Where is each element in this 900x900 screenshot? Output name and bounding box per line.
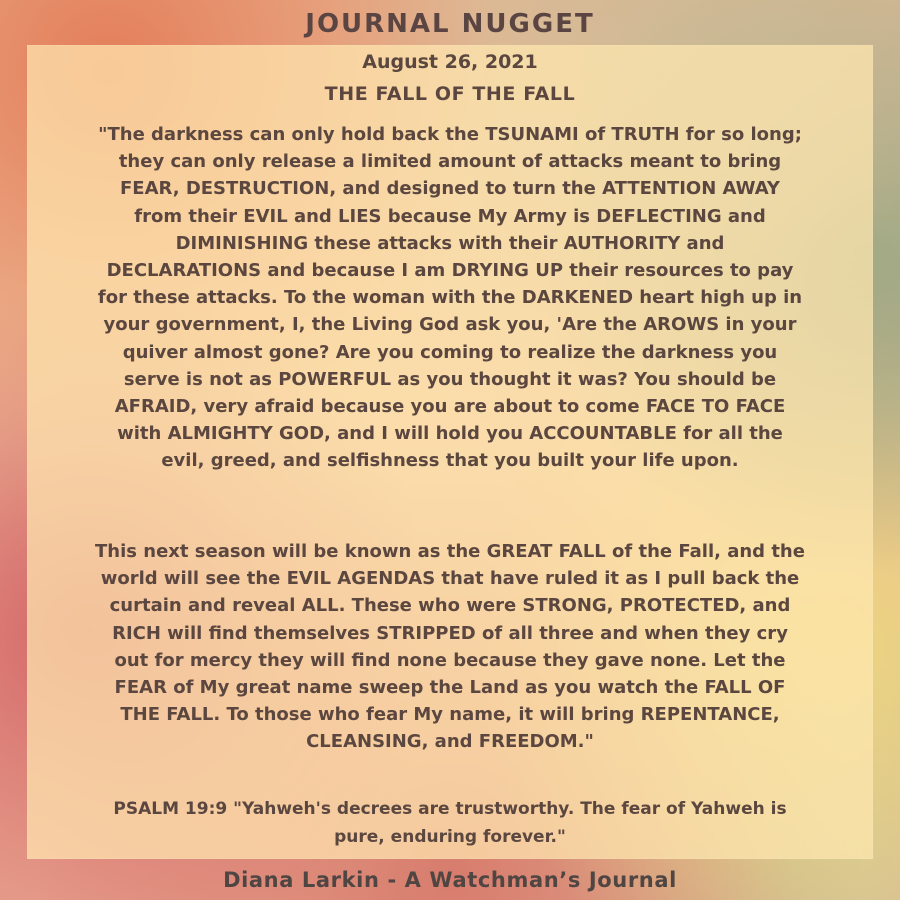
entry-subtitle: THE FALL OF THE FALL (324, 83, 576, 105)
psalm-quote: PSALM 19:9 "Yahweh's decrees are trustworthy. The fear of Yahweh is pure, enduring forever." (113, 799, 787, 847)
message-paragraph-1: "The darkness can only hold back the TSUNAMI of TRUTH for so long; they can only release a limited amount of attacks meant to bring FEAR, DESTRUCTION, and designed to turn the ATTENTION AWAY from their EVIL and LIES because My Army is DEFLECTING and DIMINISHING these attacks with their AUTHORITY and DECLARATIONS and because I am DRYING UP their resources to pay for these attacks. To the woman with the DARKENED heart high up in your government, I, the Living God ask you, 'Are the AROWS in your quiver almost gone? Are you coming to realize the darkness you serve is not as POWERFUL as you thought it was? You should be AFRAID, very afraid because you are about to come FACE TO FACE with ALMIGHTY GOD, and I will hold you ACCOUNTABLE for all the evil, greed, and selfishness that you built your life upon. (97, 124, 803, 472)
page-title: JOURNAL NUGGET (305, 9, 595, 39)
message-paragraph-2: This next season will be known as the GREAT FALL of the Fall, and the world will see the EVIL AGENDAS that have ruled it as I pull back the curtain and reveal ALL. These who were STRONG, PROTECTED, and RICH will find themselves STRIPPED of all three and when they cry out for mercy they will find none because they gave none. Let the FEAR of My great name sweep the Land as you watch the FALL OF THE FALL. To those who fear My name, it will bring REPENTANCE, CLEANSING, and FREEDOM." (95, 541, 805, 753)
entry-date: August 26, 2021 (362, 51, 538, 73)
footer-attribution: Diana Larkin - A Watchman’s Journal (223, 868, 677, 892)
